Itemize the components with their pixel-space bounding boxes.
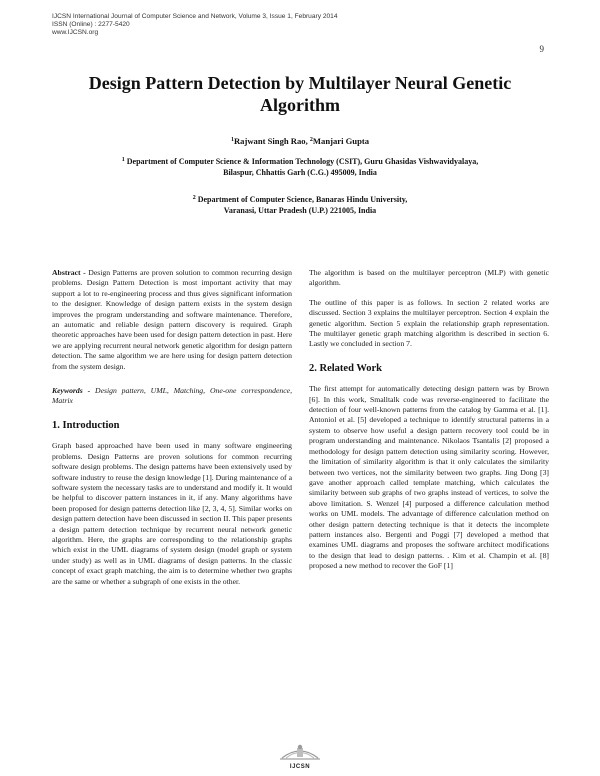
related-work-text: The first attempt for automatically detecting design pattern was by Brown [6]. In this work, Smalltalk code was reverse-engineered to facilitate the detection of four well-known patterns from the catalog by Gamma et al. [1]. Antoniol et al. [5] developed a technique to identify structural patterns in a system to observe how useful a design pattern recovery tool could be in program understanding and maintenance. Nikolaos Tsantalis [2] proposed a methodology for design pattern detection using similarity scoring. However, the limitation of similarity algorithm is that it only calculates the similarity between two vertices, not the similarity between two graphs. Jing Dong [3] gave another approach called template matching, which calculates the similarity between sub graphs of two graphs instead of vertices, to solve the above limitation. S. Wenzel [4] purposed a difference calculation method works on UML models. The advantage of difference calculation method on other design pattern detecting technique is that it detects the incomplete pattern instances also. Bergenti and Poggi [7] developed a method that examines UML diagrams and proposes the software architect modifications to the design that lead to design patterns. . Kim et al. Champin et al. [8] proposed a new method to recover the GoF [1] xyxy=(309,384,549,571)
affiliation-2-line-1: Department of Computer Science, Banaras Hindu University, xyxy=(195,195,408,204)
affiliation-2-superscript: 2 xyxy=(192,195,196,201)
author-2-name: Manjari Gupta xyxy=(312,136,370,146)
abstract xyxy=(52,268,292,372)
affiliation-1-line-1: Department of Computer Science & Information Technology (CSIT), Guru Ghasidas Vishwavidyalaya, xyxy=(124,157,479,166)
affiliation-2-line-2: Varanasi, Uttar Pradesh (U.P.) 221005, India xyxy=(223,205,377,215)
paper-title: Design Pattern Detection by Multilayer Neural Genetic Algorithm xyxy=(88,73,512,115)
outline-paragraph: The outline of this paper is as follows. In section 2 related works are discussed. Section 3 explains the multilayer perceptron. Section 4 explain the genetic algorithm. Section 5 explain the relationship graph representation. The multilayer genetic graph matching algorithm is described in section 6. Lastly we concluded in section 7. xyxy=(309,297,549,349)
author-1-name: Rajwant Singh Rao, xyxy=(233,136,310,146)
related-work-heading: 2. Related Work xyxy=(309,362,383,374)
algorithm-paragraph: The algorithm is based on the multilayer perceptron (MLP) with genetic algorithm. xyxy=(309,268,549,288)
ijcsn-logo-icon xyxy=(276,742,324,762)
introduction-heading: 1. Introduction xyxy=(52,419,120,431)
affiliation-1-superscript: 1 xyxy=(121,157,125,163)
journal-website: www.IJCSN.org xyxy=(52,29,99,36)
author-2-superscript: 2 xyxy=(309,137,313,143)
introduction-text: Graph based approached have been used in many software engineering problems. Design Patterns are proven solutions for common recurring software design problems. The design patterns have been extensively used by software industry to reuse the design knowledge [1]. During maintenance of a software system the necessary tasks are to understand and modify it. It would be helpful to discover pattern instances in it, if any. Many algorithms have been proposed for design patterns detection like [2, 3, 4, 5]. Similar works on design pattern detection have been discussed in section II. This paper presents a design pattern detection technique by recurrent neural network genetic algorithm. Here, the graphs are corresponding to the relationship graphs which exist in the UML diagrams of system design (model graph or system under study) as well as in UML diagrams of design patterns. In the classic concept of exact graph matching, the aim is to determine whether two graphs are the same or whether a subgraph of one exists in the other. xyxy=(52,441,292,586)
abstract-label: Abstract - xyxy=(52,268,89,277)
affiliation-1-line-2: Bilaspur, Chhattis Garh (C.G.) 495009, India xyxy=(223,167,377,177)
keywords xyxy=(52,386,292,407)
page-number: 9 xyxy=(539,44,544,54)
keywords-text: Design pattern, UML, Matching, One-one correspondence, Matrix xyxy=(52,386,293,406)
footer-journal-name: IJCSN xyxy=(289,764,311,770)
affiliation-1 xyxy=(40,157,560,178)
abstract-text: Design Patterns are proven solution to common recurring design problems. Design Pattern Detection is most important activity that may support a lot to re-engineering process and thus gives significant information to the designer. Knowledge of design pattern exists in the system design improves the program understanding and software maintenance. Therefore, an automatic and reliable design pattern discovery is required. Graph theoretic approaches have been used for design pattern detection in past. Here we are applying recurrent neural network genetic algorithm for design pattern detection. The same algorithm we are here using for design pattern detection from the system design. xyxy=(52,268,292,371)
journal-header xyxy=(52,13,472,37)
journal-line-1: IJCSN International Journal of Computer Science and Network, Volume 3, Issue 1, February 2014 xyxy=(52,13,338,20)
journal-issn: ISSN (Online) : 2277-5420 xyxy=(52,21,130,28)
authors xyxy=(0,136,600,146)
affiliation-2 xyxy=(40,195,560,216)
right-column xyxy=(309,268,549,581)
author-1-superscript: 1 xyxy=(230,137,234,143)
keywords-label: Keywords - xyxy=(52,386,96,396)
left-column xyxy=(52,268,292,596)
